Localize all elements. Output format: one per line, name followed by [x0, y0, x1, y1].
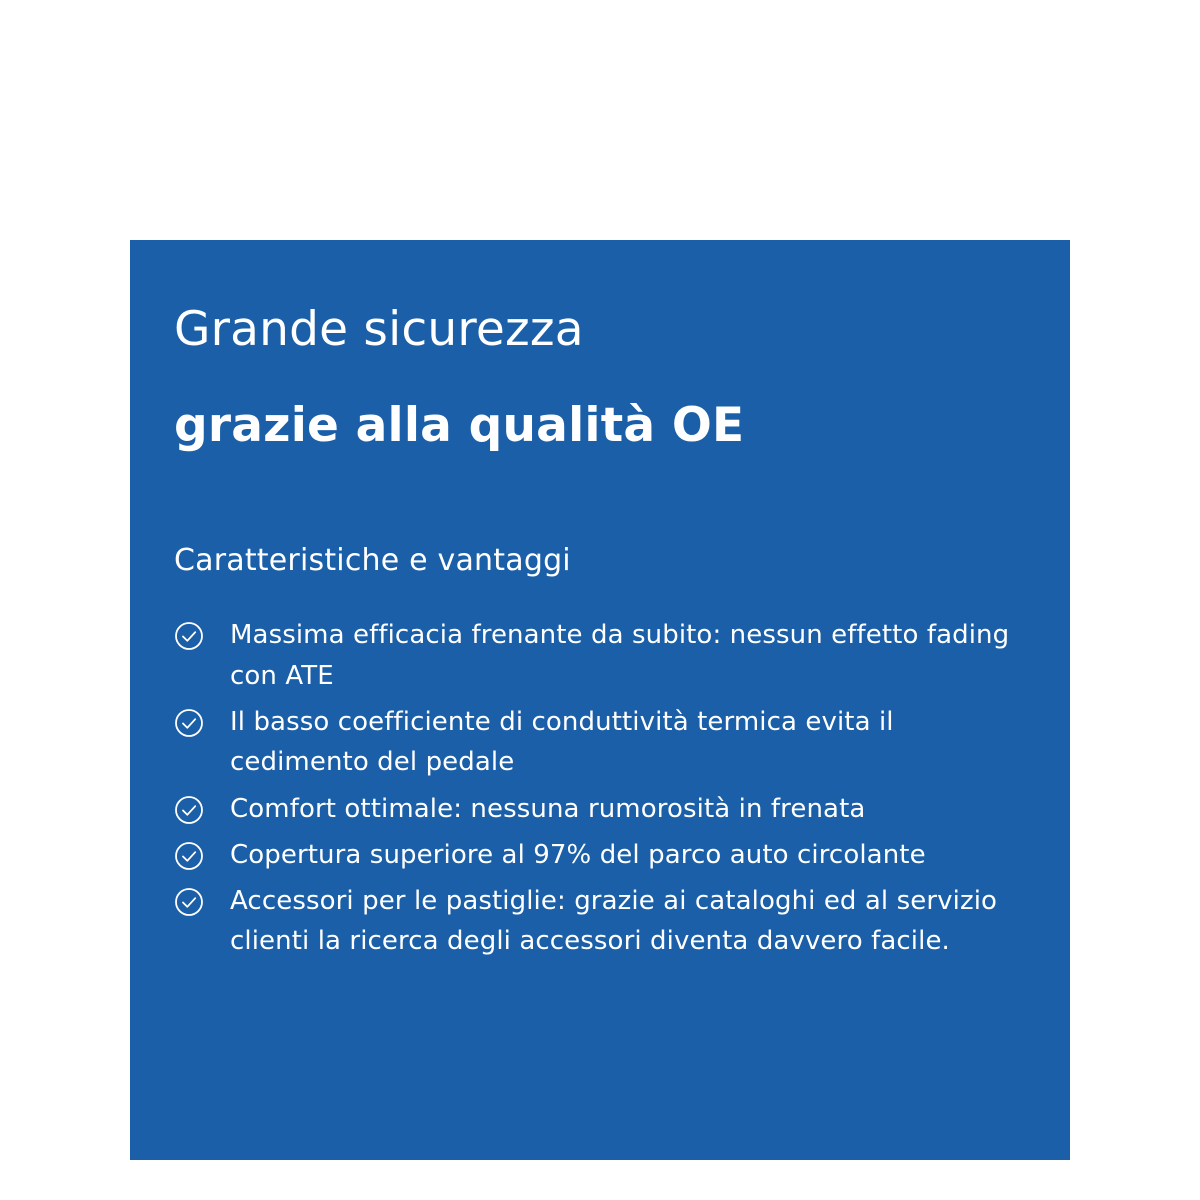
check-circle-icon [174, 841, 204, 871]
feature-text: Accessori per le pastiglie: grazie ai cataloghi ed al servizio clienti la ricerca degli accessori diventa davvero facile. [230, 886, 998, 957]
list-item [174, 615, 1010, 696]
list-item [174, 835, 1010, 875]
check-circle-icon [174, 621, 204, 651]
feature-text: Comfort ottimale: nessuna rumorosità in frenata [230, 793, 866, 824]
list-item [174, 881, 1010, 962]
features-section-title: Caratteristiche e vantaggi [174, 543, 571, 579]
promo-panel [130, 240, 1070, 1160]
list-item [174, 702, 1010, 783]
feature-text: Copertura superiore al 97% del parco auto circolante [230, 839, 926, 870]
check-circle-icon [174, 708, 204, 738]
headline-primary: Grande sicurezza [174, 302, 584, 357]
feature-text: Il basso coefficiente di conduttività termica evita il cedimento del pedale [230, 706, 894, 778]
check-circle-icon [174, 795, 204, 825]
list-item [174, 789, 1010, 829]
feature-list [174, 579, 1010, 961]
headline-secondary: grazie alla qualità OE [174, 397, 745, 453]
check-circle-icon [174, 887, 204, 917]
feature-text: Massima efficacia frenante da subito: nessun effetto fading con ATE [230, 620, 1010, 691]
